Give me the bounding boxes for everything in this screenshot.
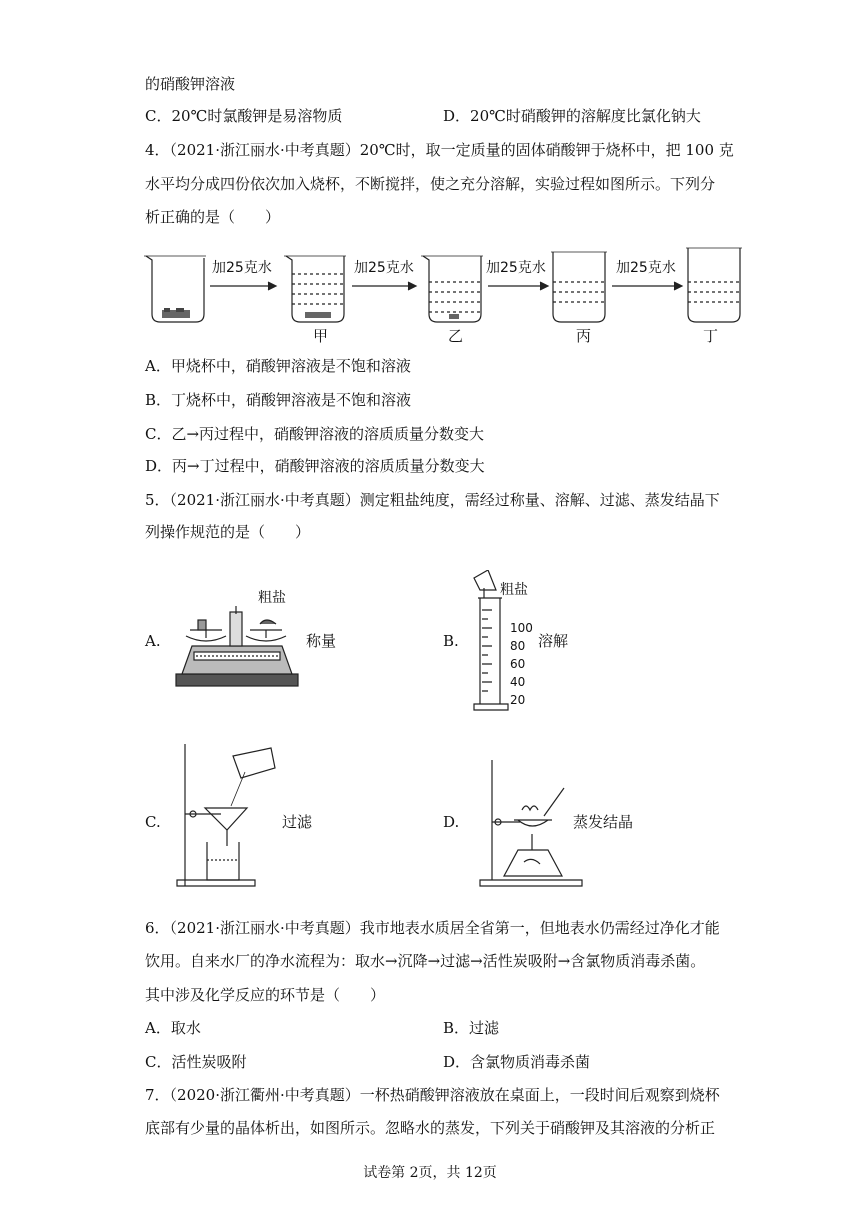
question-4-line3: 析正确的是（ ） (145, 208, 281, 226)
question-6-line1: 6．（2021·浙江丽水·中考真题）我市地表水质居全省第一，但地表水仍需经过净化才能 (145, 919, 720, 937)
option-6d: D．含氯物质消毒杀菌 (443, 1053, 591, 1071)
beaker-label-ding: 丁 (703, 327, 719, 345)
arrow-label-4: 加25克水 (616, 260, 676, 276)
arrow-4 (612, 282, 682, 290)
scale-60: 60 (510, 657, 526, 671)
option-5a-caption: 称量 (306, 632, 337, 650)
beaker-label-yi: 乙 (448, 327, 464, 345)
beaker-bing (551, 252, 607, 322)
question-6-line2: 饮用。自来水厂的净水流程为：取水→沉降→过滤→活性炭吸附→含氯物质消毒杀菌。 (145, 952, 706, 970)
beaker-label-bing: 丙 (576, 327, 592, 345)
option-6c: C．活性炭吸附 (145, 1053, 247, 1071)
option-6a: A．取水 (145, 1019, 201, 1037)
option-5c-letter: C. (145, 813, 161, 831)
scale-80: 80 (510, 639, 526, 653)
question-4-line2: 水平均分成四份依次加入烧杯，不断搅拌，使之充分溶解，实验过程如图所示。下列分 (145, 175, 716, 193)
page-footer: 试卷第 2页，共 12页 (363, 1165, 497, 1181)
arrow-3 (488, 282, 548, 290)
arrow-1 (210, 282, 276, 290)
cylinder-tag: 粗盐 (500, 582, 528, 598)
beaker-ding (686, 248, 742, 322)
beaker-jia (284, 256, 346, 322)
beaker-label-jia: 甲 (313, 327, 329, 345)
arrow-2 (352, 282, 416, 290)
question-7-line1: 7．（2020·浙江衢州·中考真题）一杯热硝酸钾溶液放在桌面上，一段时间后观察到烧杯 (145, 1086, 720, 1104)
option-5b-caption: 溶解 (538, 632, 569, 650)
balance-tag: 粗盐 (258, 590, 286, 606)
text-line: 的硝酸钾溶液 (145, 75, 236, 93)
option-5d-caption: 蒸发结晶 (573, 813, 634, 831)
evaporation-illustration (478, 758, 588, 888)
arrow-label-1: 加25克水 (212, 260, 272, 276)
option-5a-letter: A. (145, 632, 161, 650)
option-5d-letter: D. (443, 813, 460, 831)
filtration-illustration (175, 742, 285, 892)
option-5c-caption: 过滤 (282, 813, 313, 831)
option-4c: C．乙→丙过程中，硝酸钾溶液的溶质质量分数变大 (145, 425, 485, 443)
question-5-line2: 列操作规范的是（ ） (145, 523, 311, 541)
arrow-label-3: 加25克水 (486, 260, 546, 276)
option-6b: B．过滤 (443, 1019, 500, 1037)
balance-illustration (172, 598, 302, 690)
option-4d: D．丙→丁过程中，硝酸钾溶液的溶质质量分数变大 (145, 457, 485, 475)
beaker-yi (421, 256, 483, 322)
option-4b: B．丁烧杯中，硝酸钾溶液是不饱和溶液 (145, 391, 412, 409)
option-3d: D．20℃时硝酸钾的溶解度比氯化钠大 (443, 107, 701, 125)
scale-100: 100 (510, 621, 533, 635)
beaker-initial (144, 256, 206, 322)
scale-20: 20 (510, 693, 526, 707)
option-3c: C．20℃时氯酸钾是易溶物质 (145, 107, 343, 125)
question-6-line3: 其中涉及化学反应的环节是（ ） (145, 986, 386, 1004)
question-5-line1: 5．（2021·浙江丽水·中考真题）测定粗盐纯度，需经过称量、溶解、过滤、蒸发结晶下 (145, 491, 720, 509)
arrow-label-2: 加25克水 (354, 260, 414, 276)
question-7-line2: 底部有少量的晶体析出，如图所示。忽略水的蒸发，下列关于硝酸钾及其溶液的分析正 (145, 1119, 716, 1137)
scale-40: 40 (510, 675, 526, 689)
option-4a: A．甲烧杯中，硝酸钾溶液是不饱和溶液 (145, 357, 411, 375)
question-4-line1: 4．（2021·浙江丽水·中考真题）20℃时，取一定质量的固体硝酸钾于烧杯中，把 100 克 (145, 141, 734, 159)
option-5b-letter: B. (443, 632, 459, 650)
